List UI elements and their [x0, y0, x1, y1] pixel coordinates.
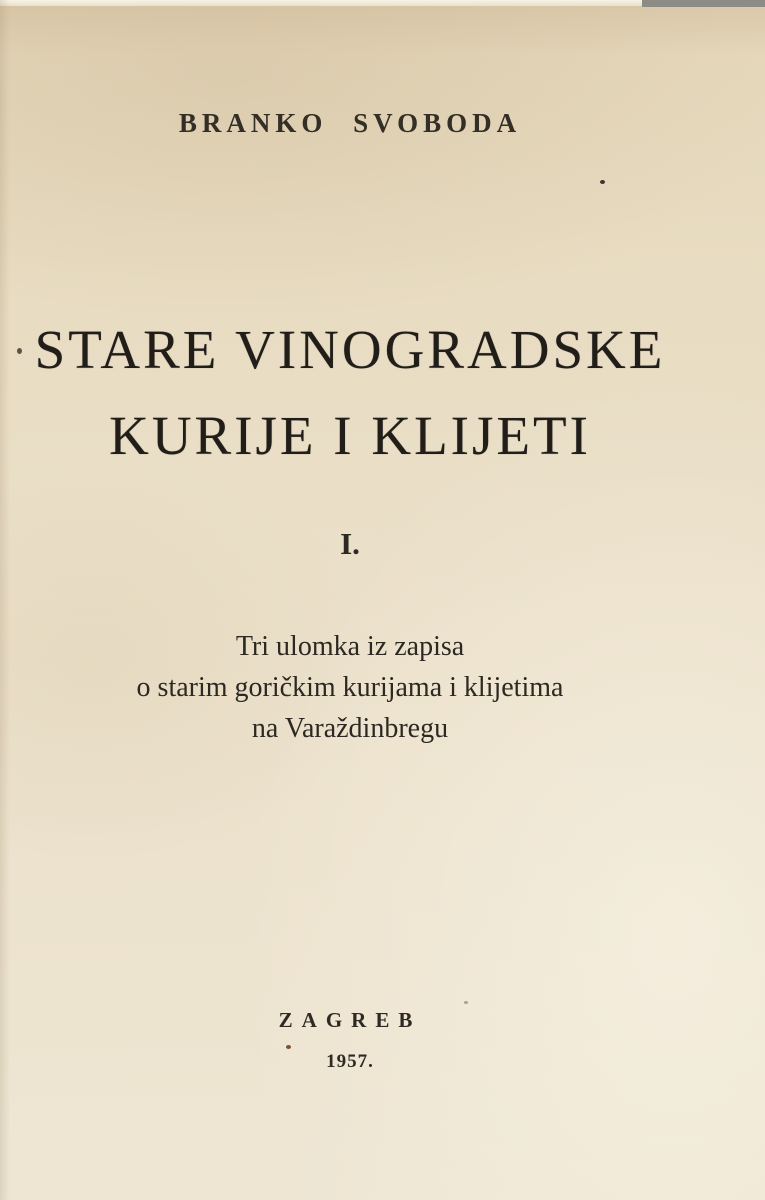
publication-city: ZAGREB [278, 1008, 422, 1032]
ink-speck [464, 1001, 468, 1004]
part-numeral: I. [340, 526, 360, 561]
ink-speck [286, 1045, 291, 1049]
ink-speck [600, 180, 605, 184]
book-title-line-2: KURIJE I KLIJETI [109, 405, 591, 466]
subtitle-line-2: o starim goričkim kurijama i klijetima [136, 672, 564, 703]
subtitle-line-3: na Varaždinbregu [251, 713, 449, 744]
book-title-line-1: STARE VINOGRADSKE [34, 319, 666, 380]
publication-year: 1957. [326, 1051, 374, 1072]
author-name: BRANKO SVOBODA [178, 108, 522, 138]
ink-speck [17, 348, 22, 354]
subtitle-block [0, 626, 700, 749]
scan-top-edge-shadow [642, 0, 765, 7]
subtitle-line-1: Tri ulomka iz zapisa [235, 631, 465, 662]
